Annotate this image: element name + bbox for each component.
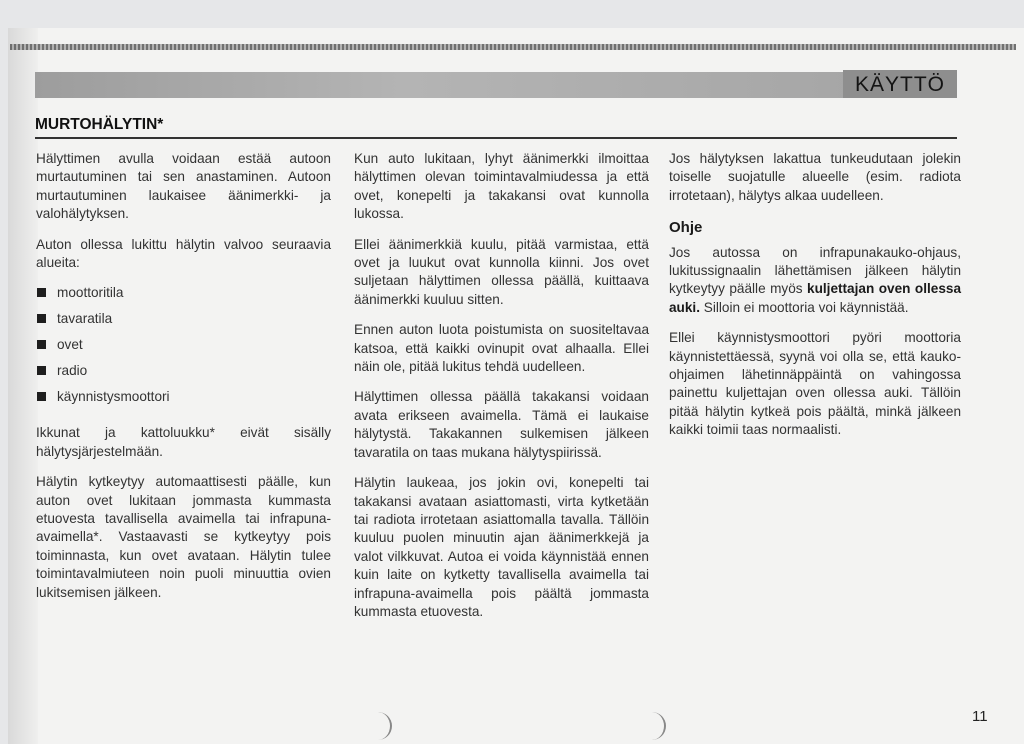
binder-hole: [364, 712, 392, 740]
paragraph: Ellei äänimerkkiä kuulu, pitää varmistaa, että ovet ja luukut ovat kunnolla kiinni. Jos ovet suljetaan hälyttimen ollessa päällä, kuittaava äänimerkki kuuluu sitten.: [354, 236, 649, 307]
paragraph: Kun auto lukitaan, lyhyt äänimerkki ilmoittaa hälyttimen olevan toimintavalmiudessa ja että ovet, konepelti ja takakansi ovat kunnolla lukossa.: [354, 151, 649, 222]
emphasis: kuljettajan oven ollessa auki.: [669, 281, 961, 315]
list-item: radio: [36, 362, 331, 388]
title-rule: [35, 137, 957, 139]
list-item: tavaratila: [36, 310, 331, 336]
bullet-square-icon: [37, 314, 46, 323]
bullet-square-icon: [37, 288, 46, 297]
list-item: moottoritila: [36, 284, 331, 310]
list-item: ovet: [36, 336, 331, 362]
paragraph: Hälytin kytkeytyy automaattisesti päälle, kun auton ovet lukitaan jommasta kummasta etuovesta tavallisella avaimella tai infrapuna-avaimella*. Vastaavasti se kytkeytyy pois toiminnasta, kun ovet avataan. Hälytin tulee toimintavalmiuteen noin puoli minuuttia ovien lukitsemisen jälkeen.: [36, 474, 331, 600]
section-header-bar: [35, 72, 957, 98]
column-3: [669, 150, 961, 452]
paragraph: Ellei käynnistysmoottori pyöri moottoria käynnistettäessä, syynä voi olla se, että kauko-ohjaimen lähetinnäppäintä on vahingossa painettu kuljettajan oven ollessa auki. Tällöin pitää hälytin kytkeä pois päältä, minkä jälkeen kaikki toimii taas normaalisti.: [669, 330, 961, 438]
paragraph: Hälyttimen avulla voidaan estää autoon murtautuminen tai sen anastaminen. Autoon murtautuminen laukaisee äänimerkki- ja valohälytyksen.: [36, 151, 331, 222]
paragraph: Jos autossa on infrapunakauko-ohjaus, lukitussignaalin lähettämisen jälkeen hälytin kytkeytyy päälle myös kuljettajan oven ollessa auki. Silloin ei moottoria voi käynnistää.: [669, 244, 961, 315]
monitored-areas-list: [36, 284, 331, 414]
note-heading: Ohje: [669, 219, 703, 237]
bullet-square-icon: [37, 366, 46, 375]
paragraph: Hälyttimen ollessa päällä takakansi voidaan avata erikseen avaimella. Tämä ei laukaise hälytystä. Takakannen sulkemisen jälkeen tavaratila on taas mukana hälytyspiirissä.: [354, 389, 649, 460]
page-shadow-edge: [8, 28, 38, 744]
paragraph: Jos hälytyksen lakattua tunkeudutaan jolekin toiselle suojatulle alueelle (esim. radiota irrotetaan), hälytys alkaa uudelleen.: [669, 151, 961, 203]
paragraph: Ikkunat ja kattoluukku* eivät sisälly hälytysjärjestelmään.: [36, 425, 331, 459]
column-2: [354, 150, 649, 633]
column-1: [36, 150, 331, 614]
bullet-square-icon: [37, 392, 46, 401]
bullet-square-icon: [37, 340, 46, 349]
paragraph: Hälytin laukeaa, jos jokin ovi, konepelti tai takakansi avataan asiattomasti, virta kytketään tai radiota irrotetaan asiattomalla tavalla. Tällöin kuuluu puolen minuutin ajan äänimerkkejä ja valot vilkkuvat. Autoa ei voida käynnistää ennen kuin laite on kytketty tavallisella avaimella tai infrapuna-avaimella pois päältä jommasta kummasta etuovesta.: [354, 475, 649, 619]
list-item: käynnistysmoottori: [36, 388, 331, 414]
top-decorative-rule: [10, 44, 1016, 50]
section-title: MURTOHÄLYTIN*: [35, 116, 164, 133]
chapter-title: KÄYTTÖ: [854, 73, 945, 96]
binder-hole: [638, 712, 666, 740]
paragraph: Auton ollessa lukittu hälytin valvoo seuraavia alueita:: [36, 236, 331, 271]
page-number: 11: [972, 708, 988, 725]
paragraph: Ennen auton luota poistumista on suositeltavaa katsoa, että kaikki ovinupit ovat alhaalla. Ellei näin ole, pitää lukitus tehdä uudelleen.: [354, 322, 649, 375]
